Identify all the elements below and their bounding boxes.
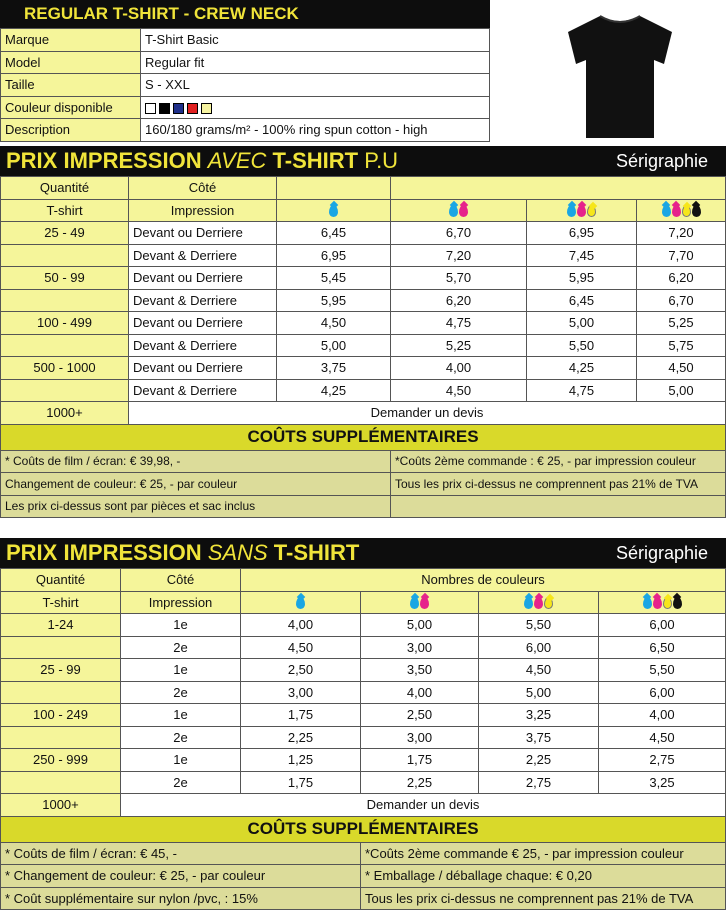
- color-swatch: [173, 103, 184, 114]
- price-cell: 4,00: [241, 614, 361, 637]
- price-cell: 5,45: [277, 267, 391, 290]
- price-cell: 4,50: [599, 726, 726, 749]
- col-impression: Impression: [129, 199, 277, 222]
- quantity-cell: 1000+: [1, 794, 121, 817]
- side-cell: Devant & Derriere: [129, 244, 277, 267]
- spec-label: Taille: [1, 74, 141, 97]
- cyan-ink-drop-icon: [329, 205, 338, 217]
- price-cell: 2,25: [479, 749, 599, 772]
- ink-colors-header: [241, 591, 361, 614]
- col-quantite: Quantité: [1, 177, 129, 200]
- price-cell: 5,00: [277, 334, 391, 357]
- quantity-cell: 50 - 99: [1, 267, 129, 290]
- price-row: [1, 289, 726, 312]
- avec-technique: Sérigraphie: [615, 150, 708, 171]
- yellow-ink-drop-icon: [682, 205, 691, 217]
- quantity-cell: 100 - 499: [1, 312, 129, 335]
- price-cell: 6,95: [277, 244, 391, 267]
- price-row: [1, 244, 726, 267]
- price-cell: 2,25: [361, 771, 479, 794]
- quantity-cell: 25 - 49: [1, 222, 129, 245]
- price-cell: 3,50: [361, 659, 479, 682]
- col-tshirt: T-shirt: [1, 591, 121, 614]
- product-spec-table: [0, 28, 490, 142]
- tshirt-image: [560, 8, 680, 143]
- side-cell: Devant ou Derriere: [129, 267, 277, 290]
- cyan-ink-drop-icon: [662, 205, 671, 217]
- note-row: [1, 887, 726, 910]
- header-blank: [391, 177, 726, 200]
- price-cell: 3,25: [479, 704, 599, 727]
- price-cell: 6,50: [599, 636, 726, 659]
- note-left: * Coûts de film / écran: € 45, -: [1, 842, 361, 865]
- magenta-ink-drop-icon: [534, 597, 543, 609]
- price-row: [1, 681, 726, 704]
- price-cell: 5,50: [527, 334, 637, 357]
- price-cell: 4,50: [637, 357, 726, 380]
- price-row: [1, 357, 726, 380]
- cyan-ink-drop-icon: [567, 205, 576, 217]
- price-cell: 3,00: [241, 681, 361, 704]
- price-cell: 5,75: [637, 334, 726, 357]
- side-cell: 2e: [121, 726, 241, 749]
- price-cell: 6,20: [391, 289, 527, 312]
- spec-value: S - XXL: [141, 74, 490, 97]
- ink-colors-header: [527, 199, 637, 222]
- price-row: [1, 334, 726, 357]
- spec-label: Model: [1, 51, 141, 74]
- col-quantite: Quantité: [1, 569, 121, 592]
- note-left: * Coût supplémentaire sur nylon /pvc, : 15%: [1, 887, 361, 910]
- side-cell: Devant ou Derriere: [129, 357, 277, 380]
- note-left: * Coûts de film / écran: € 39,98, -: [1, 450, 391, 473]
- price-cell: 2,75: [599, 749, 726, 772]
- cyan-ink-drop-icon: [643, 597, 652, 609]
- note-right: Tous les prix ci-dessus ne comprennent pas 21% de TVA: [391, 473, 726, 496]
- price-cell: 2,50: [361, 704, 479, 727]
- price-cell: 3,75: [479, 726, 599, 749]
- price-cell: 5,00: [479, 681, 599, 704]
- note-left: Les prix ci-dessus sont par pièces et sac inclus: [1, 495, 391, 518]
- price-cell: 6,20: [637, 267, 726, 290]
- quantity-cell: 100 - 249: [1, 704, 121, 727]
- price-row: [1, 614, 726, 637]
- side-cell: 1e: [121, 749, 241, 772]
- spec-row: [1, 119, 490, 142]
- quote-request-cell: Demander un devis: [121, 794, 726, 817]
- price-cell: 5,70: [391, 267, 527, 290]
- side-cell: 1e: [121, 614, 241, 637]
- ink-colors-header: [361, 591, 479, 614]
- cyan-ink-drop-icon: [449, 205, 458, 217]
- header-row: [1, 177, 726, 200]
- price-cell: 5,25: [391, 334, 527, 357]
- yellow-ink-drop-icon: [587, 205, 596, 217]
- price-cell: 6,95: [527, 222, 637, 245]
- color-swatch: [201, 103, 212, 114]
- price-cell: 7,20: [637, 222, 726, 245]
- header-row: [1, 569, 726, 592]
- spec-value: [141, 96, 490, 119]
- side-cell: 2e: [121, 681, 241, 704]
- price-cell: 1,75: [241, 704, 361, 727]
- price-cell: 5,50: [479, 614, 599, 637]
- price-row: [1, 402, 726, 425]
- spec-row: [1, 96, 490, 119]
- quantity-cell: [1, 726, 121, 749]
- col-cote: Côté: [121, 569, 241, 592]
- price-cell: 4,00: [391, 357, 527, 380]
- quantity-cell: [1, 334, 129, 357]
- cyan-ink-drop-icon: [410, 597, 419, 609]
- magenta-ink-drop-icon: [653, 597, 662, 609]
- product-header: REGULAR T-SHIRT - CREW NECK: [0, 0, 490, 28]
- price-row: [1, 794, 726, 817]
- price-cell: 4,25: [527, 357, 637, 380]
- color-swatch: [145, 103, 156, 114]
- side-cell: 2e: [121, 771, 241, 794]
- price-cell: 6,70: [391, 222, 527, 245]
- note-row: [1, 842, 726, 865]
- extra-costs-title-row: [1, 816, 726, 842]
- note-right: [391, 495, 726, 518]
- price-cell: 4,50: [241, 636, 361, 659]
- quantity-cell: 1-24: [1, 614, 121, 637]
- col-tshirt: T-shirt: [1, 199, 129, 222]
- black-ink-drop-icon: [692, 205, 701, 217]
- quantity-cell: [1, 681, 121, 704]
- price-cell: 5,00: [527, 312, 637, 335]
- note-left: * Changement de couleur: € 25, - par couleur: [1, 865, 361, 888]
- price-cell: 7,70: [637, 244, 726, 267]
- col-nombres-couleurs: Nombres de couleurs: [241, 569, 726, 592]
- extra-costs-title-row: [1, 424, 726, 450]
- ink-colors-header: [637, 199, 726, 222]
- price-cell: 6,70: [637, 289, 726, 312]
- quantity-cell: 500 - 1000: [1, 357, 129, 380]
- price-cell: 5,95: [277, 289, 391, 312]
- quantity-cell: 25 - 99: [1, 659, 121, 682]
- price-cell: 6,00: [599, 681, 726, 704]
- price-row: [1, 636, 726, 659]
- side-cell: Devant & Derriere: [129, 289, 277, 312]
- yellow-ink-drop-icon: [663, 597, 672, 609]
- price-row: [1, 726, 726, 749]
- note-right: * Emballage / déballage chaque: € 0,20: [361, 865, 726, 888]
- price-cell: 4,75: [391, 312, 527, 335]
- note-row: [1, 450, 726, 473]
- note-row: [1, 495, 726, 518]
- spec-row: [1, 29, 490, 52]
- price-cell: 6,45: [527, 289, 637, 312]
- sans-title: PRIX IMPRESSION SANS T-SHIRT: [6, 540, 360, 565]
- magenta-ink-drop-icon: [420, 597, 429, 609]
- col-impression: Impression: [121, 591, 241, 614]
- note-left: Changement de couleur: € 25, - par couleur: [1, 473, 391, 496]
- color-swatch: [159, 103, 170, 114]
- spec-value: Regular fit: [141, 51, 490, 74]
- spec-value: T-Shirt Basic: [141, 29, 490, 52]
- sans-technique: Sérigraphie: [615, 542, 708, 563]
- quantity-cell: [1, 289, 129, 312]
- price-cell: 2,50: [241, 659, 361, 682]
- sans-price-table: [0, 568, 726, 910]
- price-cell: 1,25: [241, 749, 361, 772]
- price-cell: 4,75: [527, 379, 637, 402]
- avec-price-table: [0, 176, 726, 518]
- quote-request-cell: Demander un devis: [129, 402, 726, 425]
- price-cell: 4,50: [277, 312, 391, 335]
- side-cell: 1e: [121, 659, 241, 682]
- price-cell: 1,75: [241, 771, 361, 794]
- spec-label: Marque: [1, 29, 141, 52]
- price-cell: 6,00: [599, 614, 726, 637]
- price-cell: 3,00: [361, 726, 479, 749]
- spec-label: Description: [1, 119, 141, 142]
- avec-title: PRIX IMPRESSION AVEC T-SHIRT P.U: [6, 148, 399, 173]
- ink-colors-header: [391, 199, 527, 222]
- price-cell: 4,50: [391, 379, 527, 402]
- price-row: [1, 659, 726, 682]
- side-cell: Devant ou Derriere: [129, 312, 277, 335]
- ink-colors-header: [479, 591, 599, 614]
- price-cell: 3,25: [599, 771, 726, 794]
- extra-costs-title: COÛTS SUPPLÉMENTAIRES: [1, 816, 726, 842]
- ink-colors-header: [599, 591, 726, 614]
- price-cell: 7,45: [527, 244, 637, 267]
- quantity-cell: 1000+: [1, 402, 129, 425]
- price-cell: 4,25: [277, 379, 391, 402]
- side-cell: 2e: [121, 636, 241, 659]
- note-right: *Coûts 2ème commande : € 25, - par impression couleur: [391, 450, 726, 473]
- extra-costs-title: COÛTS SUPPLÉMENTAIRES: [1, 424, 726, 450]
- price-row: [1, 749, 726, 772]
- cyan-ink-drop-icon: [296, 597, 305, 609]
- spec-row: [1, 74, 490, 97]
- note-row: [1, 473, 726, 496]
- side-cell: Devant & Derriere: [129, 334, 277, 357]
- magenta-ink-drop-icon: [577, 205, 586, 217]
- price-cell: 1,75: [361, 749, 479, 772]
- price-cell: 3,75: [277, 357, 391, 380]
- price-cell: 3,00: [361, 636, 479, 659]
- quantity-cell: [1, 771, 121, 794]
- black-ink-drop-icon: [673, 597, 682, 609]
- note-row: [1, 865, 726, 888]
- spec-label: Couleur disponible: [1, 96, 141, 119]
- price-cell: 7,20: [391, 244, 527, 267]
- magenta-ink-drop-icon: [459, 205, 468, 217]
- price-cell: 4,00: [361, 681, 479, 704]
- price-cell: 4,00: [599, 704, 726, 727]
- header-row: [1, 199, 726, 222]
- magenta-ink-drop-icon: [672, 205, 681, 217]
- sans-title-bar: [0, 538, 726, 568]
- price-row: [1, 379, 726, 402]
- price-cell: 4,50: [479, 659, 599, 682]
- spec-row: [1, 51, 490, 74]
- yellow-ink-drop-icon: [544, 597, 553, 609]
- side-cell: Devant & Derriere: [129, 379, 277, 402]
- ink-colors-header: [277, 199, 391, 222]
- price-row: [1, 222, 726, 245]
- header-blank: [277, 177, 391, 200]
- price-cell: 5,00: [361, 614, 479, 637]
- price-cell: 6,00: [479, 636, 599, 659]
- color-swatch: [187, 103, 198, 114]
- side-cell: Devant ou Derriere: [129, 222, 277, 245]
- price-cell: 5,50: [599, 659, 726, 682]
- note-right: Tous les prix ci-dessus ne comprennent pas 21% de TVA: [361, 887, 726, 910]
- price-row: [1, 267, 726, 290]
- quantity-cell: [1, 244, 129, 267]
- price-row: [1, 771, 726, 794]
- quantity-cell: 250 - 999: [1, 749, 121, 772]
- price-cell: 5,25: [637, 312, 726, 335]
- side-cell: 1e: [121, 704, 241, 727]
- header-row: [1, 591, 726, 614]
- avec-title-bar: [0, 146, 726, 176]
- cyan-ink-drop-icon: [524, 597, 533, 609]
- price-cell: 6,45: [277, 222, 391, 245]
- price-cell: 5,00: [637, 379, 726, 402]
- spec-value: 160/180 grams/m² - 100% ring spun cotton - high: [141, 119, 490, 142]
- price-cell: 5,95: [527, 267, 637, 290]
- quantity-cell: [1, 636, 121, 659]
- note-right: *Coûts 2ème commande € 25, - par impression couleur: [361, 842, 726, 865]
- price-row: [1, 312, 726, 335]
- quantity-cell: [1, 379, 129, 402]
- col-cote: Côté: [129, 177, 277, 200]
- price-cell: 2,25: [241, 726, 361, 749]
- price-cell: 2,75: [479, 771, 599, 794]
- price-row: [1, 704, 726, 727]
